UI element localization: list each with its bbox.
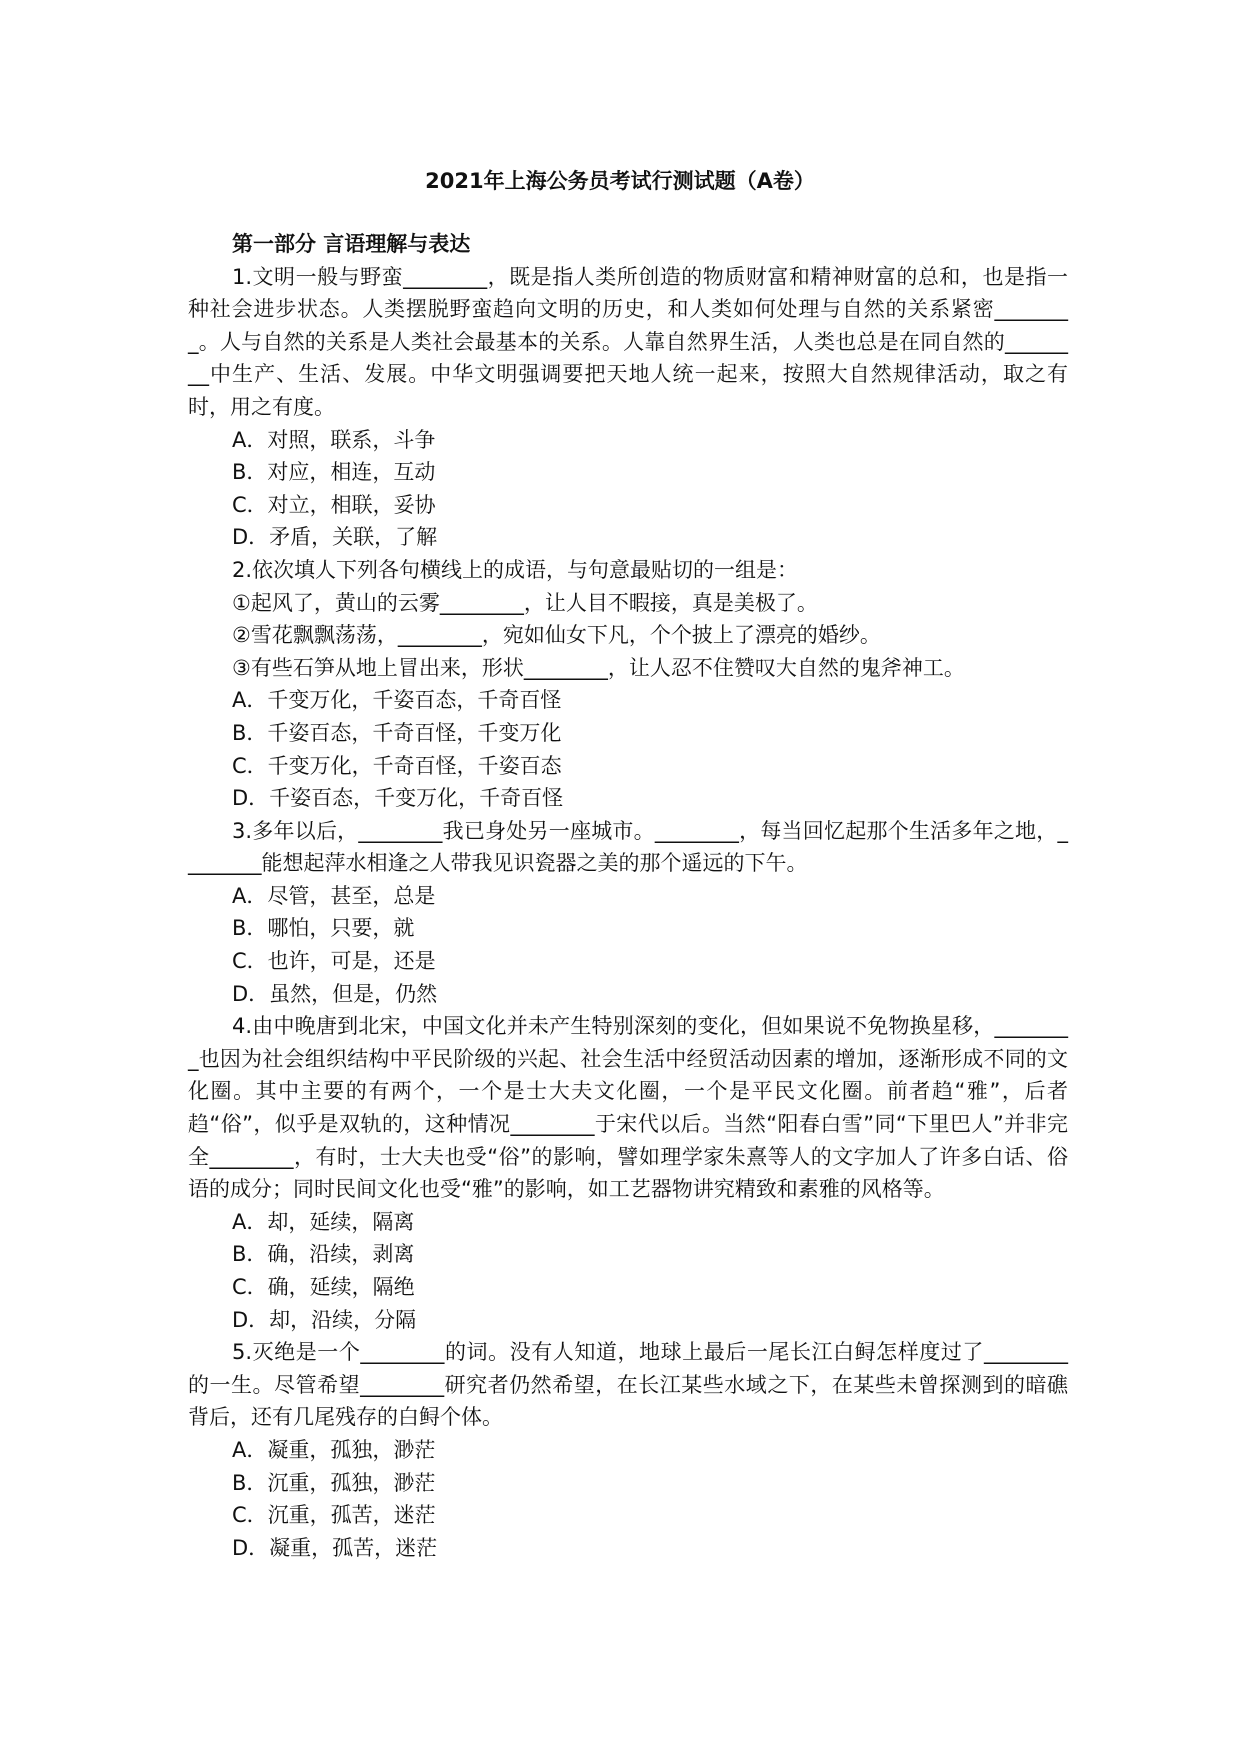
question-2 [188,554,1068,815]
option-a: A．千变万化，千姿百态，千奇百怪 [232,688,562,713]
option-d: D．凝重，孤苦，迷茫 [232,1535,438,1560]
sub-sentence-2: ②雪花飘飘荡荡，________，宛如仙女下凡，个个披上了漂亮的婚纱。 [232,623,881,648]
option-d: D．却，沿续，分隔 [232,1307,417,1332]
option-c: C．确，延续，隔绝 [232,1275,415,1299]
question-stem: 4.由中晚唐到北宋，中国文化并未产生特别深刻的变化，但如果说不免物换星移，________也因为社会组织结构中平民阶级的兴起、社会生活中经贸活动因素的增加，逐渐形成不同的文化圈。其中主要的有两个，一个是士大夫文化圈，一个是平民文化圈。前者趋“雅”，后者趋“俗”，似乎是双轨的，这种情况________于宋代以后。当然“阳春白雪”同“下里巴人”并非完全________，有时，士大夫也受“俗”的影响，譬如理学家朱熹等人的文字加人了许多白话、俗语的成分；同时民间文化也受“雅”的影响，如工艺器物讲究精致和素雅的风格等。 [188,1014,1068,1202]
sub-sentence-3: ③有些石笋从地上冒出来，形状________，让人忍不住赞叹大自然的鬼斧神工。 [232,655,965,680]
document-body [188,228,1068,1564]
option-a: A．凝重，孤独，渺茫 [232,1437,436,1462]
option-d: D．虽然，但是，仍然 [232,981,438,1006]
option-c: C．沉重，孤苦，迷茫 [232,1503,436,1528]
question-5 [188,1336,1068,1564]
sub-sentence-1: ①起风了，黄山的云雾________，让人目不暇接，真是美极了。 [232,590,818,615]
option-d: D．千姿百态，千变万化，千奇百怪 [232,786,564,811]
option-a: A．尽管，甚至，总是 [232,883,436,908]
question-stem: 1.文明一般与野蛮________，既是指人类所创造的物质财富和精神财富的总和，也是指一种社会进步状态。人类摆脱野蛮趋向文明的历史，和人类如何处理与自然的关系紧密________。人与自然的关系是人类社会最基本的关系。人靠自然界生活，人类也总是在同自然的________中生产、生活、发展。中华文明强调要把天地人统一起来，按照大自然规律活动，取之有时，用之有度。 [188,264,1068,419]
option-a: A．却，延续，隔离 [232,1209,415,1234]
question-3 [188,815,1068,1011]
question-4 [188,1010,1068,1336]
option-b: B．千姿百态，千奇百怪，千变万化 [232,720,562,745]
option-c: C．也许，可是，还是 [232,949,436,974]
option-b: B．沉重，孤独，渺茫 [232,1470,436,1495]
option-a: A．对照，联系，斗争 [232,427,436,452]
question-1 [188,261,1068,554]
question-stem: 2.依次填人下列各句横线上的成语，与句意最贴切的一组是： [232,557,799,582]
option-b: B．哪怕，只要，就 [232,916,415,941]
document-title: 2021年上海公务员考试行测试题（A卷） [425,169,815,193]
option-c: C．千变万化，千奇百怪，千姿百态 [232,753,562,778]
option-c: C．对立，相联，妥协 [232,492,436,517]
question-stem: 5.灭绝是一个________的词。没有人知道，地球上最后一尾长江白鲟怎样度过了________的一生。尽管希望________研究者仍然希望，在长江某些水域之下，在某些未曾探测到的暗礁背后，还有几尾残存的白鲟个体。 [188,1340,1068,1430]
option-b: B．对应，相连，互动 [232,460,436,485]
option-d: D．矛盾，关联，了解 [232,525,438,550]
section-title: 第一部分 言语理解与表达 [232,232,471,256]
option-b: B．确，沿续，剥离 [232,1242,415,1267]
question-stem: 3.多年以后，________我已身处另一座城市。________，每当回忆起那个生活多年之地，________能想起萍水相逢之人带我见识瓷器之美的那个遥远的下午。 [188,818,1068,876]
